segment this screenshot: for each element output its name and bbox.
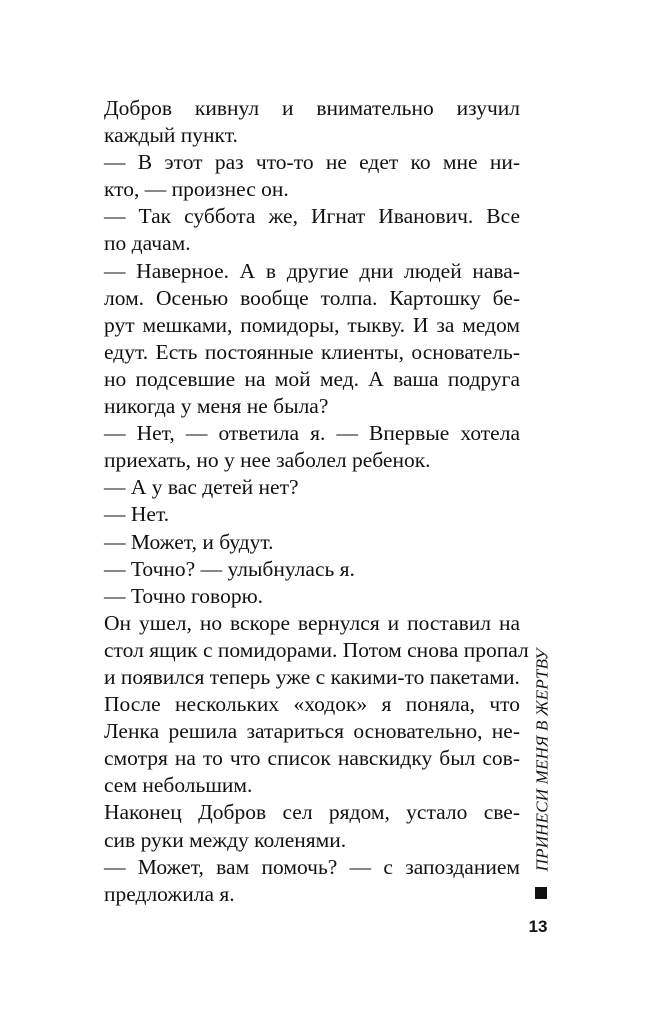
text-line: рут мешками, помидоры, тыкву. И за медом [104,312,520,337]
text-line: лом. Осенью вообще толпа. Картошку бе- [104,285,520,310]
text-line: — Нет. [104,502,170,527]
text-line: по дачам. [104,231,191,256]
text-line: — Точно говорю. [104,583,264,608]
text-line: Он ушел, но вскоре вернулся и поставил на [104,610,520,635]
text-line: кто, — произнес он. [104,177,289,202]
text-line: предложила я. [104,881,235,906]
text-line: — Так суббота же, Игнат Иванович. Все [104,204,520,229]
text-line: приехать, но у нее заболел ребенок. [104,448,431,473]
text-line: сем небольшим. [104,773,253,798]
text-line: но подсевшие на мой мед. А ваша подруга [104,366,520,391]
text-line: едут. Есть постоянные клиенты, основатель- [104,339,520,364]
text-line: — А у вас детей нет? [104,475,299,500]
text-line: и появился теперь уже с какими-то пакетами. [104,664,520,689]
text-line: стол ящик с помидорами. Потом снова пропал [104,637,529,662]
text-line: сив руки между коленями. [104,827,347,852]
running-head-title: ПРИНЕСИ МЕНЯ В ЖЕРТВУ [532,648,551,872]
text-line: — В этот раз что-то не едет ко мне ни- [104,150,520,175]
text-line: Добров кивнул и внимательно изучил [104,96,520,120]
text-line: — Нет, — ответила я. — Впервые хотела [104,421,520,446]
text-line: — Может, и будут. [104,529,274,554]
text-line: Наконец Добров сел рядом, устало све- [104,800,520,825]
text-line: каждый пункт. [104,123,238,148]
body-text [104,95,529,908]
square-marker-icon [535,887,547,899]
text-line: — Наверное. А в другие дни людей нава- [104,258,520,283]
text-line: После нескольких «ходок» я поняла, что [104,692,520,717]
running-head [527,640,557,880]
text-line: — Точно? — улыбнулась я. [104,556,355,581]
text-line: никогда у меня не была? [104,394,329,419]
text-line: — Может, вам помочь? — с запозданием [104,854,520,879]
page-number: 13 [528,917,548,936]
text-line: смотря на то что список навскидку был сов- [104,746,520,771]
text-line: Ленка решила затариться основательно, не- [104,719,520,744]
